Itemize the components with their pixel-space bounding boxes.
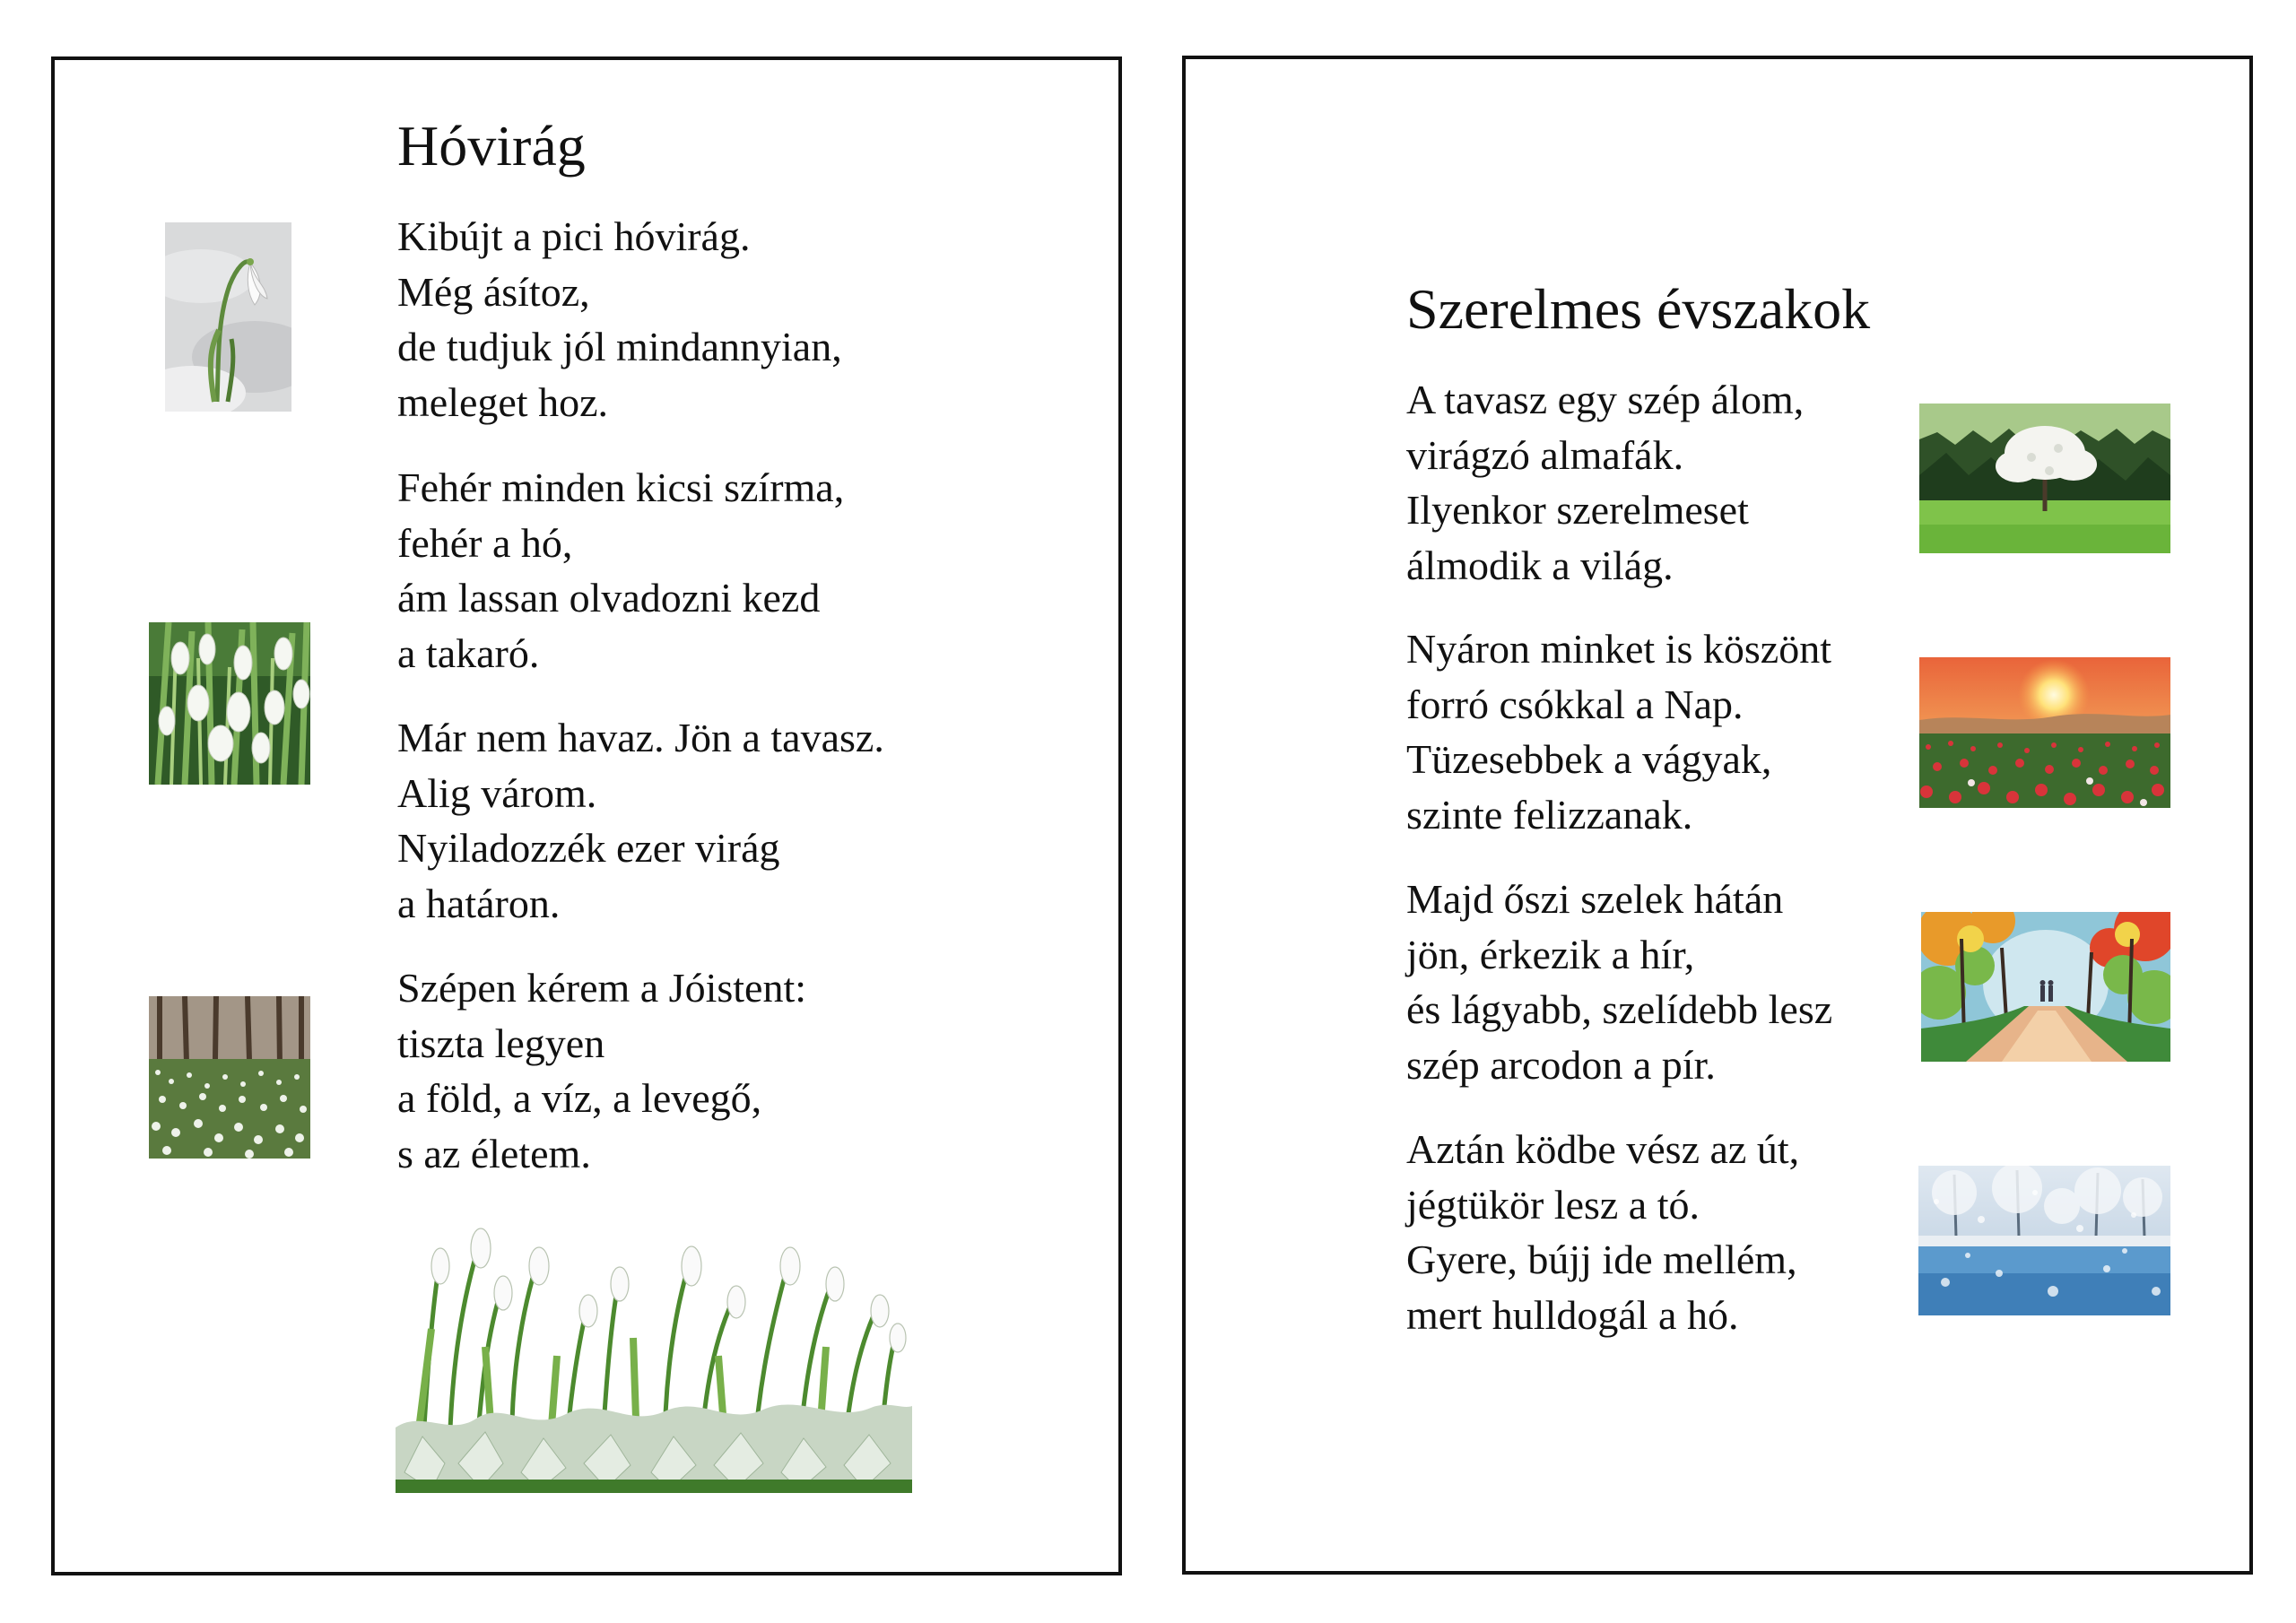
poem-line: a takaró.: [397, 629, 540, 676]
poem-line: jön, érkezik a hír,: [1406, 931, 1695, 977]
poem-line: Már nem havaz. Jön a tavasz.: [397, 715, 884, 760]
stanza: [1406, 372, 1804, 593]
stanza: [397, 710, 884, 931]
snowdrop-cluster-image: [149, 622, 310, 785]
poem-line: s az életem.: [397, 1130, 591, 1176]
poem-line: a föld, a víz, a levegő,: [397, 1075, 762, 1121]
blossoming-tree-image: [1919, 404, 2170, 553]
poem-line: Alig várom.: [397, 769, 597, 816]
poem-line: meleget hoz.: [397, 378, 609, 425]
poem-line: tiszta legyen: [397, 1020, 605, 1066]
poem-title: Hóvirág: [397, 114, 586, 178]
snowdrop-forest-image: [149, 996, 310, 1159]
page-right: [1182, 56, 2253, 1575]
winter-lake-image: [1918, 1166, 2170, 1315]
stanza: [1406, 1122, 1799, 1342]
poem-line: virágzó almafák.: [1406, 431, 1684, 478]
poem-line: ám lassan olvadozni kezd: [397, 575, 821, 621]
poem-line: Kibújt a pici hóvirág.: [397, 213, 751, 259]
stanza: [397, 960, 806, 1181]
page-left: [51, 56, 1122, 1575]
sunset-poppy-field-image: [1919, 657, 2170, 808]
poem-line: Aztán ködbe vész az út,: [1406, 1126, 1800, 1172]
poem-line: Ilyenkor szerelmeset: [1406, 487, 1749, 533]
poem-line: és lágyabb, szelídebb lesz: [1406, 986, 1833, 1032]
poem-title: Szerelmes évszakok: [1406, 277, 1871, 341]
poem-line: de tudjuk jól mindannyian,: [397, 324, 842, 369]
snowdrop-in-snow-image: [165, 222, 291, 412]
poem-line: Tüzesebbek a vágyak,: [1406, 736, 1772, 782]
poem-line: Nyiladozzék ezer virág: [397, 825, 780, 871]
poem-line: szép arcodon a pír.: [1406, 1041, 1716, 1088]
poem-line: Majd őszi szelek hátán: [1406, 876, 1784, 922]
stanza: [397, 460, 844, 681]
stanza: [1406, 872, 1832, 1092]
poem-line: fehér a hó,: [397, 519, 573, 566]
poem-line: forró csókkal a Nap.: [1406, 681, 1744, 727]
autumn-park-path-image: [1921, 912, 2170, 1062]
poem-line: Még ásítoz,: [397, 268, 590, 315]
snowdrops-on-ice-image: [396, 1203, 912, 1493]
poem-line: Szépen kérem a Jóistent:: [397, 965, 807, 1011]
poem-line: szinte felizzanak.: [1406, 791, 1693, 838]
poem-line: A tavasz egy szép álom,: [1406, 377, 1805, 422]
stanza: [1406, 621, 1831, 842]
poem-line: Gyere, bújj ide mellém,: [1406, 1237, 1797, 1282]
poem-line: mert hulldogál a hó.: [1406, 1291, 1739, 1338]
poem-line: a határon.: [397, 880, 561, 926]
poem-line: Nyáron minket is köszönt: [1406, 626, 1831, 672]
stanza: [397, 209, 842, 430]
poem-line: álmodik a világ.: [1406, 542, 1674, 588]
poem-line: Fehér minden kicsi szírma,: [397, 464, 845, 510]
poem-line: jégtükör lesz a tó.: [1406, 1181, 1700, 1228]
